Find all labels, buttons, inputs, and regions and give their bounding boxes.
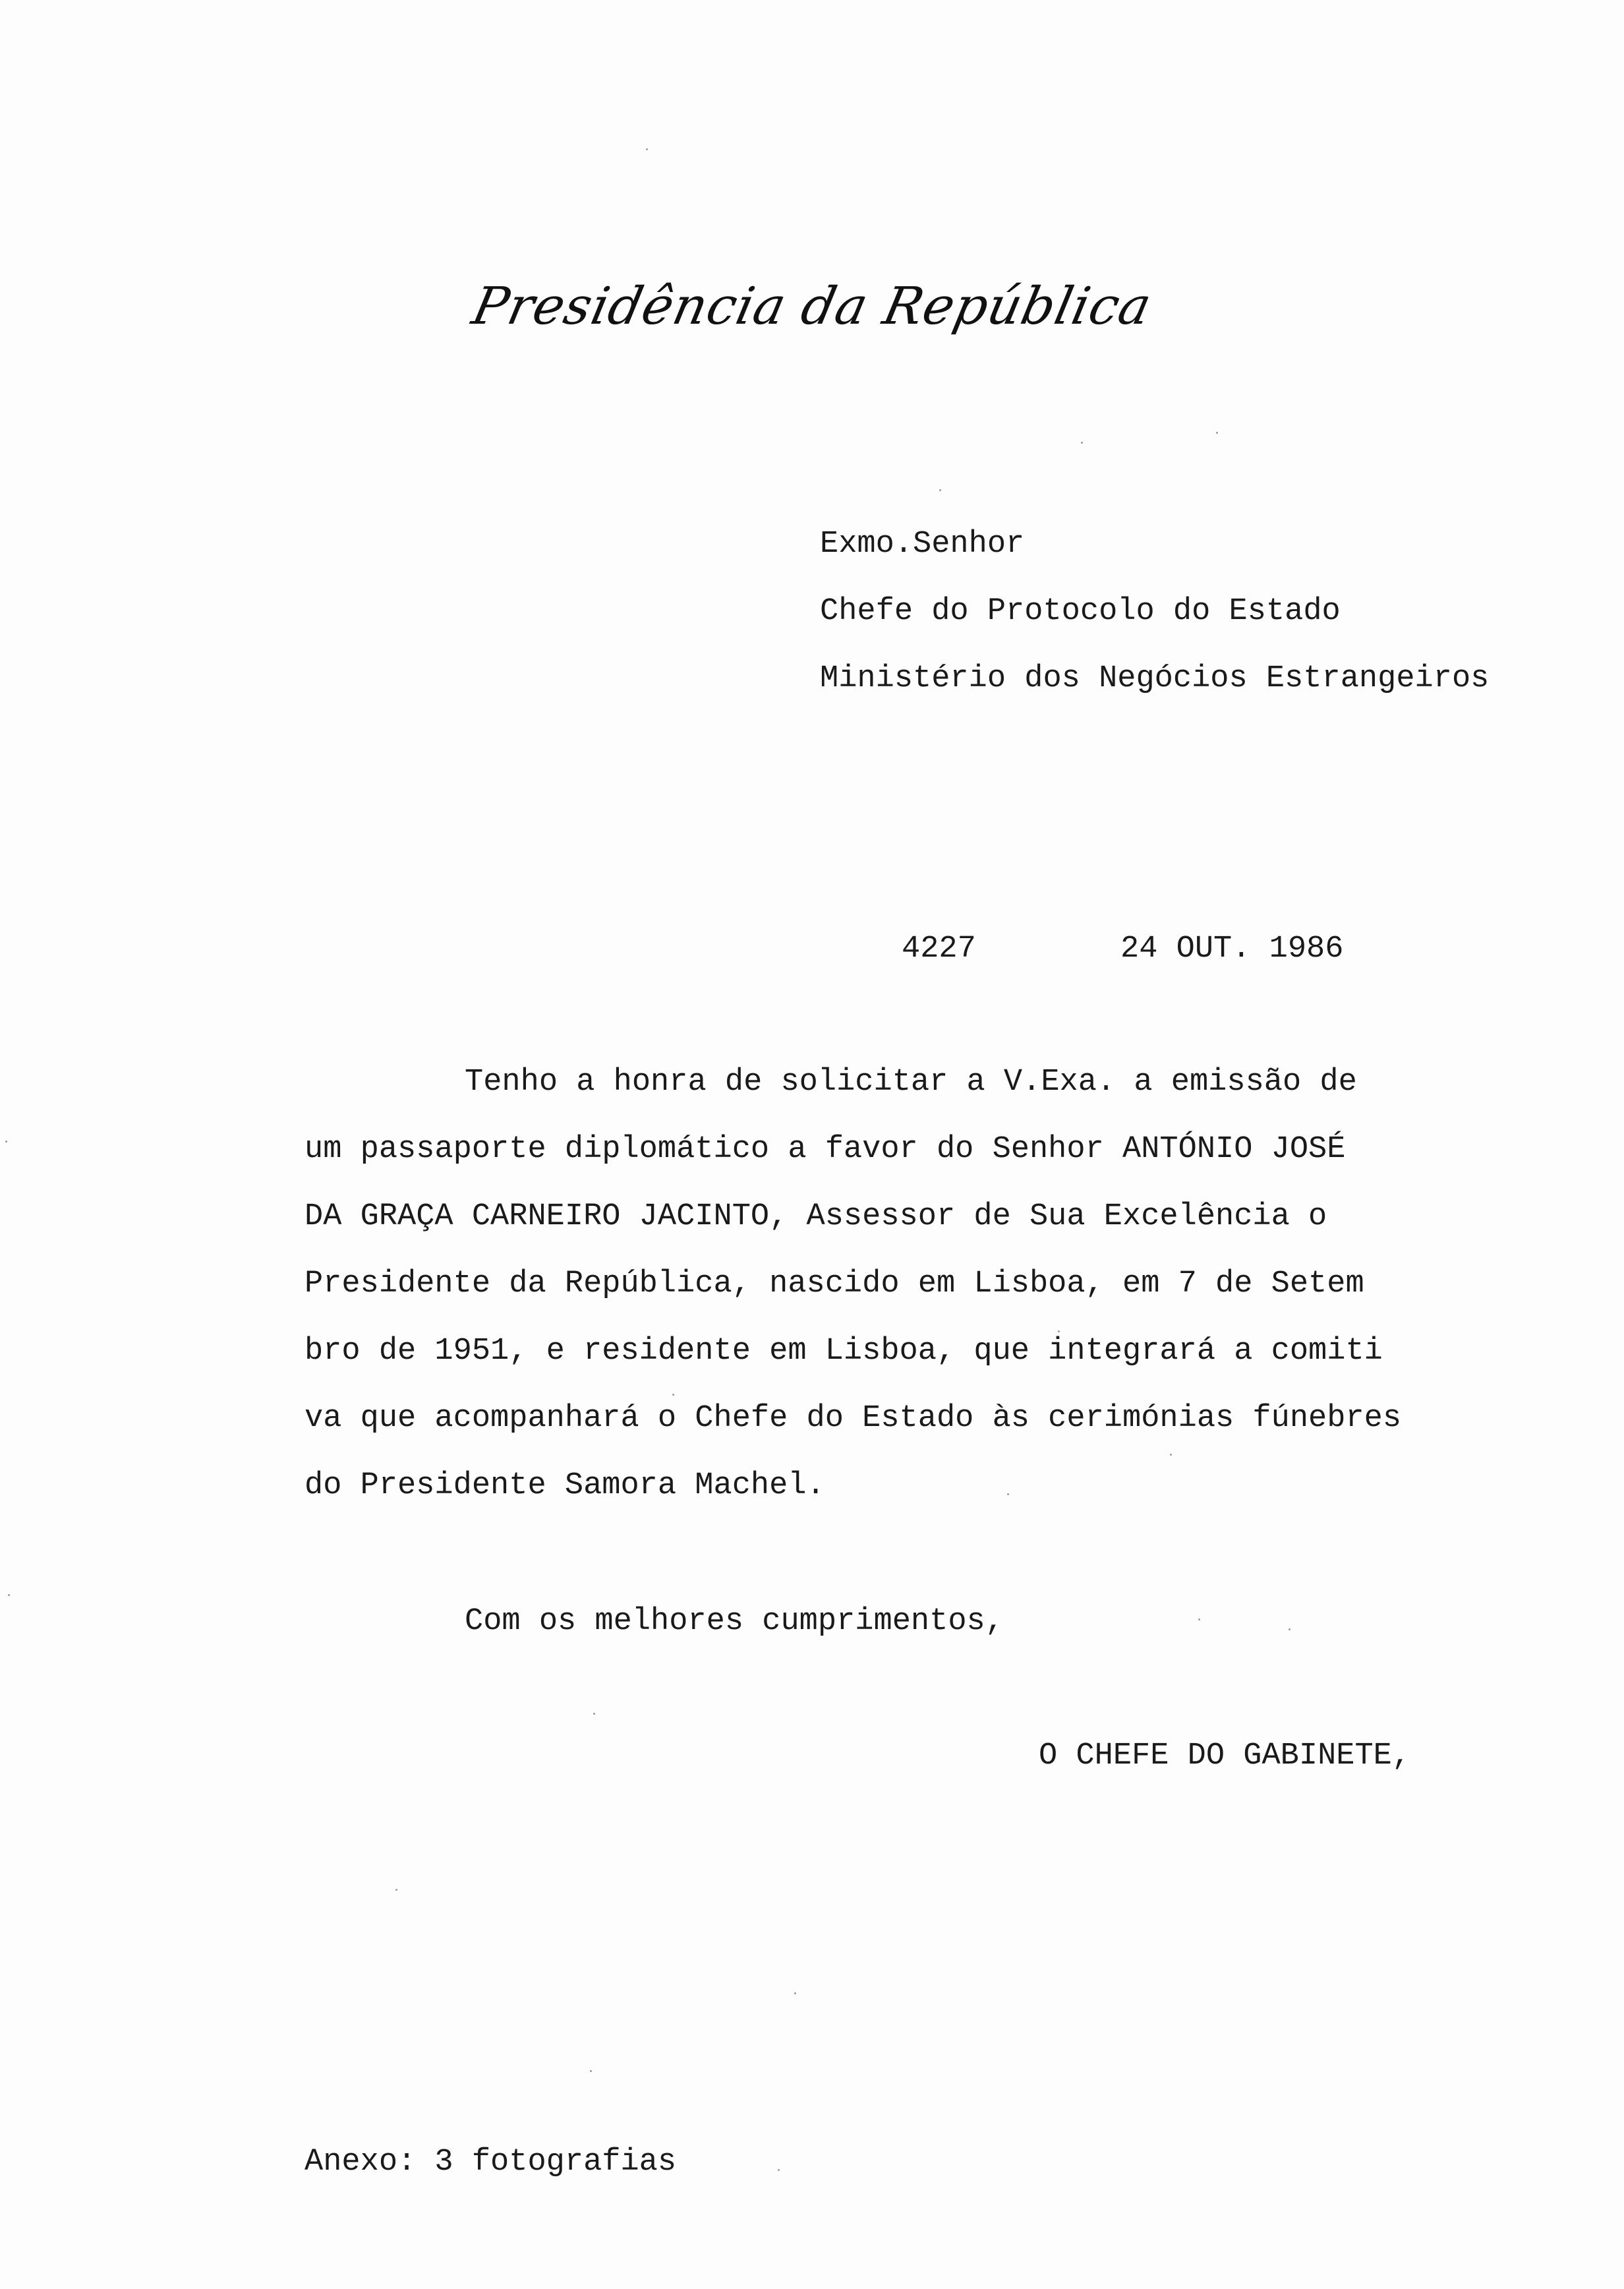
closing-greeting: Com os melhores cumprimentos, <box>465 1604 1004 1639</box>
scan-speck <box>395 1889 397 1891</box>
scan-speck <box>590 2070 592 2072</box>
body-line: do Presidente Samora Machel. <box>304 1468 825 1503</box>
addressee-salutation: Exmo.Senhor <box>820 527 1025 562</box>
scan-speck <box>1007 1493 1009 1495</box>
scan-speck <box>593 1713 595 1715</box>
body-line: DA GRAÇA CARNEIRO JACINTO, Assessor de Sua Excelência o <box>304 1199 1327 1234</box>
letterhead-title: Presidência da República <box>467 277 1157 336</box>
addressee-ministry: Ministério dos Negócios Estrangeiros <box>820 661 1490 696</box>
signature-title: O CHEFE DO GABINETE, <box>1039 1739 1411 1773</box>
scan-speck <box>1170 1454 1172 1456</box>
scan-speck <box>646 148 648 150</box>
body-line: Presidente da República, nascido em Lisboa, em 7 de Setem <box>304 1266 1364 1301</box>
scan-speck <box>8 1594 10 1596</box>
scan-speck <box>672 1394 674 1396</box>
scan-speck <box>1198 1619 1200 1620</box>
addressee-title: Chefe do Protocolo do Estado <box>820 594 1341 629</box>
letter-date: 24 OUT. 1986 <box>1120 932 1344 966</box>
scan-speck <box>1216 432 1218 434</box>
scan-speck <box>794 1992 796 1994</box>
scan-speck <box>1289 1628 1290 1630</box>
body-line: bro de 1951, e residente em Lisboa, que integrará a comiti <box>304 1334 1383 1369</box>
scan-speck <box>939 489 941 491</box>
scan-speck <box>1081 442 1083 444</box>
body-line: um passaporte diplomático a favor do Senhor ANTÓNIO JOSÉ <box>304 1132 1346 1167</box>
body-line: Tenho a honra de solicitar a V.Exa. a emissão de <box>465 1065 1357 1100</box>
scan-speck <box>778 2169 780 2171</box>
annex-note: Anexo: 3 fotografias <box>304 2145 677 2180</box>
body-line: va que acompanhará o Chefe do Estado às cerimónias fúnebres <box>304 1401 1402 1436</box>
scan-speck <box>1058 1330 1060 1332</box>
scan-speck <box>5 1141 7 1143</box>
reference-number: 4227 <box>902 932 976 966</box>
